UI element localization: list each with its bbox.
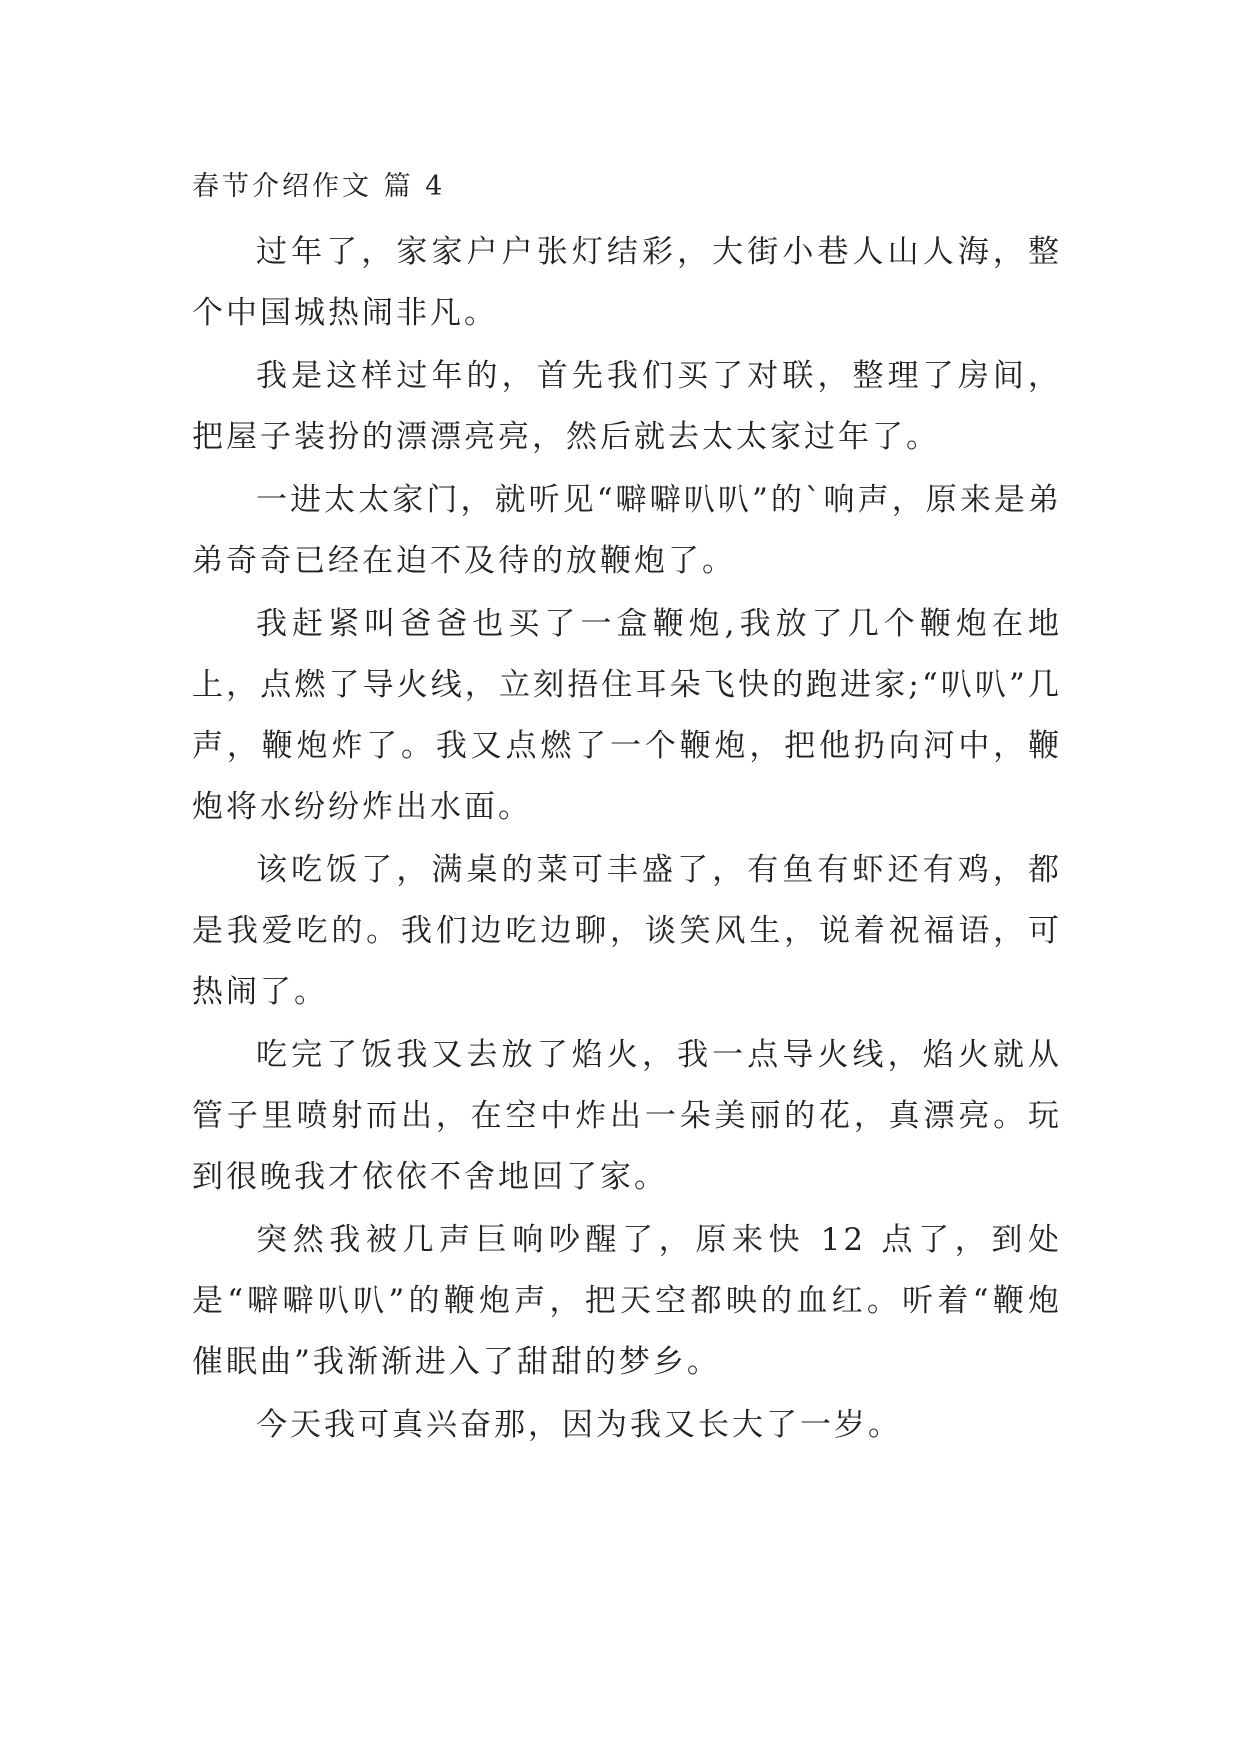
paragraph: 过年了，家家户户张灯结彩，大街小巷人山人海，整个中国城热闹非凡。 xyxy=(192,234,1062,331)
paragraph: 我赶紧叫爸爸也买了一盒鞭炮,我放了几个鞭炮在地上，点燃了导火线，立刻捂住耳朵飞快的跑进家;“叭叭”几声，鞭炮炸了。我又点燃了一个鞭炮，把他扔向河中，鞭炮将水纷纷炸出水面。 xyxy=(192,606,1062,825)
document-title: 春节介绍作文 篇 4 xyxy=(192,171,446,202)
paragraph: 突然我被几声巨响吵醒了，原来快 12 点了，到处是“噼噼叭叭”的鞭炮声，把天空都映的血红。听着“鞭炮催眠曲”我渐渐进入了甜甜的梦乡。 xyxy=(192,1222,1062,1380)
document-body xyxy=(192,158,1062,1458)
paragraph: 今天我可真兴奋那，因为我又长大了一岁。 xyxy=(256,1407,902,1443)
paragraph: 吃完了饭我又去放了焰火，我一点导火线，焰火就从管子里喷射而出，在空中炸出一朵美丽的花，真漂亮。玩到很晚我才依依不舍地回了家。 xyxy=(192,1037,1062,1195)
paragraph: 该吃饭了，满桌的菜可丰盛了，有鱼有虾还有鸡，都是我爱吃的。我们边吃边聊，谈笑风生，说着祝福语，可热闹了。 xyxy=(192,852,1062,1010)
paragraph: 我是这样过年的，首先我们买了对联，整理了房间，把屋子装扮的漂漂亮亮，然后就去太太家过年了。 xyxy=(192,358,1062,455)
paragraph: 一进太太家门，就听见“噼噼叭叭”的`响声，原来是弟弟奇奇已经在迫不及待的放鞭炮了。 xyxy=(192,482,1062,579)
